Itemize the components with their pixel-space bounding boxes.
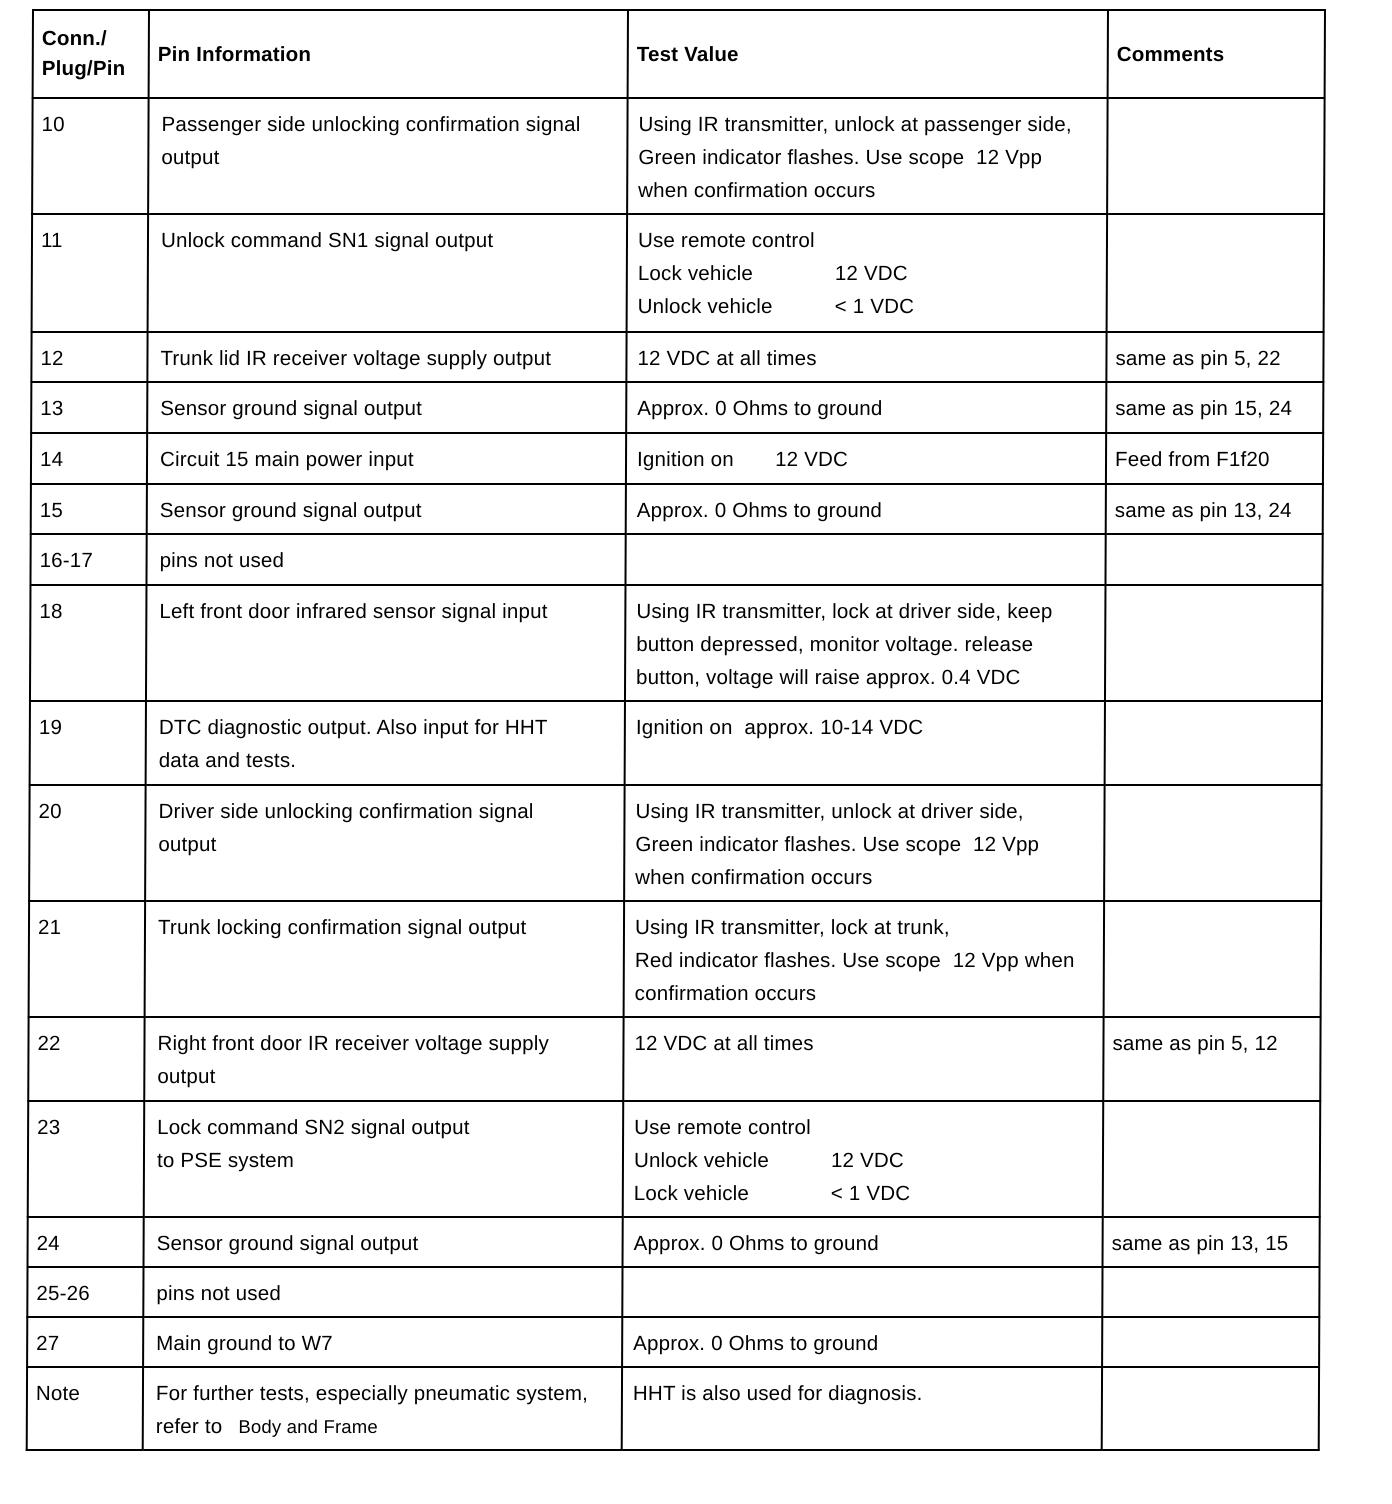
pin-info-cell (147, 433, 626, 484)
pin-info-cell (146, 701, 625, 785)
note-pin-info (143, 1367, 622, 1450)
pin-info-line: to PSE system (156, 1149, 295, 1172)
comment-cell (1107, 214, 1325, 332)
table-row (28, 1217, 1320, 1267)
comment-cell (1105, 701, 1322, 785)
test-value-pair-label: Unlock vehicle (633, 1149, 770, 1172)
pin-number-cell: 15 (31, 484, 147, 534)
test-value-pair (638, 257, 1098, 290)
header-conn-line2: Plug/Pin (41, 57, 126, 80)
test-value-pair-label: Lock vehicle (633, 1182, 750, 1205)
test-value-cell (623, 1101, 1104, 1217)
note-info-line2 (156, 1410, 613, 1443)
pin-info-line: output (161, 146, 220, 169)
pin-number-cell: 16-17 (30, 534, 146, 585)
pin-info-cell (147, 382, 626, 433)
pin-info-cell (146, 534, 625, 585)
note-row (27, 1367, 1319, 1450)
pin-info-line: Passenger side unlocking confirmation signal (161, 113, 581, 136)
test-value-pair (634, 1177, 1094, 1210)
test-value-pair-value: < 1 VDC (834, 295, 915, 318)
pin-number-cell: 21 (29, 901, 146, 1017)
pin-info-line: Sensor ground signal output (156, 1232, 419, 1255)
pin-info-cell (143, 1317, 622, 1367)
table-row (31, 484, 1323, 534)
test-value-line: button, voltage will raise approx. 0.4 VDC (636, 666, 1021, 689)
table-row (32, 214, 1325, 332)
pin-info-cell (144, 1017, 623, 1101)
note-comment (1102, 1367, 1319, 1450)
test-value-cell (626, 382, 1106, 433)
test-value-cell (622, 1317, 1102, 1367)
test-value-line: Approx. 0 Ohms to ground (633, 1332, 879, 1355)
test-value-title: Use remote control (634, 1116, 811, 1139)
table-row (27, 1267, 1319, 1317)
pin-info-line: Sensor ground signal output (159, 499, 422, 522)
table-row (31, 382, 1323, 433)
pin-info-cell (144, 1101, 624, 1217)
pin-number-cell: 20 (29, 785, 146, 901)
test-value-line: Red indicator flashes. Use scope 12 Vpp when (634, 949, 1075, 972)
pin-number-cell: 11 (32, 214, 149, 332)
comment-cell: Feed from F1f20 (1106, 433, 1323, 484)
test-value-cell (625, 534, 1105, 585)
pin-info-line: DTC diagnostic output. Also input for HHT (158, 716, 548, 739)
pin-info-line: Right front door IR receiver voltage supply (157, 1032, 550, 1055)
test-value-cell (623, 1217, 1103, 1267)
comment-cell: same as pin 13, 24 (1106, 484, 1323, 534)
test-value-line: Green indicator flashes. Use scope 12 Vpp (635, 833, 1040, 856)
note-body-frame-ref: Body and Frame (238, 1416, 378, 1437)
pin-number-cell: 25-26 (27, 1267, 143, 1317)
test-value-pair-value: 12 VDC (830, 1149, 905, 1172)
test-value-pair-label: Unlock vehicle (637, 295, 773, 318)
test-value-line: Using IR transmitter, lock at driver side, keep (636, 600, 1053, 623)
pin-info-cell (148, 98, 628, 214)
test-value-line: 12 VDC at all times (634, 1032, 814, 1055)
test-value-line: Using IR transmitter, lock at trunk, (634, 916, 950, 939)
pin-info-cell (148, 214, 628, 332)
test-value-line: Using IR transmitter, unlock at passenger side, (638, 113, 1072, 136)
pin-info-line: Unlock command SN1 signal output (160, 229, 494, 252)
comment-cell: same as pin 15, 24 (1106, 382, 1323, 433)
note-label: Note (27, 1367, 143, 1450)
comment-cell (1104, 785, 1322, 901)
comment-cell (1102, 1267, 1319, 1317)
pin-info-line: Main ground to W7 (156, 1332, 333, 1355)
pin-info-cell (147, 484, 626, 534)
pin-info-line: pins not used (159, 549, 285, 572)
table-row (28, 1101, 1321, 1217)
note-info-line1: For further tests, especially pneumatic system, (155, 1382, 589, 1405)
pin-info-cell (145, 785, 625, 901)
test-value-cell (623, 1017, 1103, 1101)
test-value-line: confirmation occurs (634, 982, 817, 1005)
comment-cell (1102, 1317, 1319, 1367)
comment-cell (1103, 1101, 1321, 1217)
test-value-cell (627, 98, 1108, 214)
test-value-line: Green indicator flashes. Use scope 12 Vpp (638, 146, 1043, 169)
header-conn-line1: Conn./ (41, 27, 107, 50)
test-value-line: when confirmation occurs (635, 866, 873, 889)
test-value-cell (627, 214, 1108, 332)
test-value-line: Approx. 0 Ohms to ground (636, 499, 883, 522)
test-value-cell (622, 1267, 1102, 1317)
test-value-title: Use remote control (637, 229, 815, 252)
pin-info-line: pins not used (156, 1282, 282, 1305)
pin-number-cell: 10 (32, 98, 149, 214)
header-conn-plug-pin (33, 10, 149, 98)
table-row (29, 785, 1322, 901)
table-row (30, 534, 1322, 585)
pin-info-cell (144, 1217, 623, 1267)
test-value-line: Using IR transmitter, unlock at driver side, (635, 800, 1024, 823)
pin-number-cell: 24 (28, 1217, 144, 1267)
test-value-line: Ignition on 12 VDC (636, 448, 849, 471)
pin-number-cell: 23 (28, 1101, 145, 1217)
comment-cell: same as pin 5, 22 (1106, 332, 1323, 382)
note-refer-to: refer to (155, 1415, 223, 1438)
pin-info-line: data and tests. (158, 749, 297, 772)
comment-cell (1104, 901, 1322, 1017)
pin-info-line: Circuit 15 main power input (159, 448, 414, 471)
test-value-cell (624, 901, 1105, 1017)
pin-number-cell: 22 (28, 1017, 144, 1101)
pin-info-cell (143, 1267, 622, 1317)
pin-info-line: Trunk lid IR receiver voltage supply output (160, 347, 552, 370)
pin-number-cell: 27 (27, 1317, 143, 1367)
pin-info-line: output (157, 1065, 216, 1088)
header-comments: Comments (1108, 10, 1325, 98)
pin-info-line: Left front door infrared sensor signal input (159, 600, 548, 623)
test-value-line: Ignition on approx. 10-14 VDC (635, 716, 924, 739)
table-row (31, 332, 1323, 382)
test-value-line: 12 VDC at all times (637, 347, 817, 370)
pin-info-line: output (158, 833, 217, 856)
table-row (28, 1017, 1320, 1101)
test-value-line: when confirmation occurs (638, 179, 876, 202)
pin-info-cell (146, 585, 626, 701)
test-value-pair-label: Lock vehicle (637, 262, 754, 285)
comment-cell: same as pin 13, 15 (1103, 1217, 1320, 1267)
pin-info-line: Sensor ground signal output (160, 397, 423, 420)
test-value-pair (638, 290, 1098, 323)
pin-number-cell: 12 (31, 332, 147, 382)
pin-info-cell (147, 332, 626, 382)
pin-number-cell: 18 (30, 585, 147, 701)
table-row (30, 585, 1323, 701)
header-test-value: Test Value (628, 10, 1108, 98)
test-value-cell (624, 785, 1105, 901)
table-row (27, 1317, 1319, 1367)
test-value-cell (626, 484, 1106, 534)
note-test-value: HHT is also used for diagnosis. (622, 1367, 1102, 1450)
pin-number-cell: 14 (31, 433, 147, 484)
pin-info-cell (145, 901, 625, 1017)
test-value-line: button depressed, monitor voltage. release (636, 633, 1034, 656)
table-body (27, 98, 1325, 1450)
test-value-cell (625, 585, 1106, 701)
pin-info-line: Trunk locking confirmation signal output (157, 916, 527, 939)
test-value-cell (625, 701, 1105, 785)
comment-cell: same as pin 5, 12 (1103, 1017, 1320, 1101)
pin-info-line: Lock command SN2 signal output (157, 1116, 470, 1139)
test-value-pair (634, 1144, 1094, 1177)
table-row (30, 701, 1322, 785)
table-row (29, 901, 1322, 1017)
table-row (31, 433, 1323, 484)
comment-cell (1107, 98, 1325, 214)
table-row (32, 98, 1325, 214)
pin-number-cell: 13 (31, 382, 147, 433)
pin-number-cell: 19 (30, 701, 146, 785)
test-value-line: Approx. 0 Ohms to ground (637, 397, 883, 420)
test-value-line: Approx. 0 Ohms to ground (633, 1232, 879, 1255)
comment-cell (1105, 534, 1322, 585)
comment-cell (1105, 585, 1323, 701)
test-value-cell (626, 332, 1106, 382)
table-header-row (33, 10, 1325, 98)
test-value-pair-value: 12 VDC (834, 262, 908, 285)
test-value-pair-value: < 1 VDC (830, 1182, 911, 1205)
test-value-cell (626, 433, 1106, 484)
header-pin-information: Pin Information (149, 10, 628, 98)
pin-information-table (26, 9, 1326, 1451)
pin-info-line: Driver side unlocking confirmation signal (158, 800, 534, 823)
